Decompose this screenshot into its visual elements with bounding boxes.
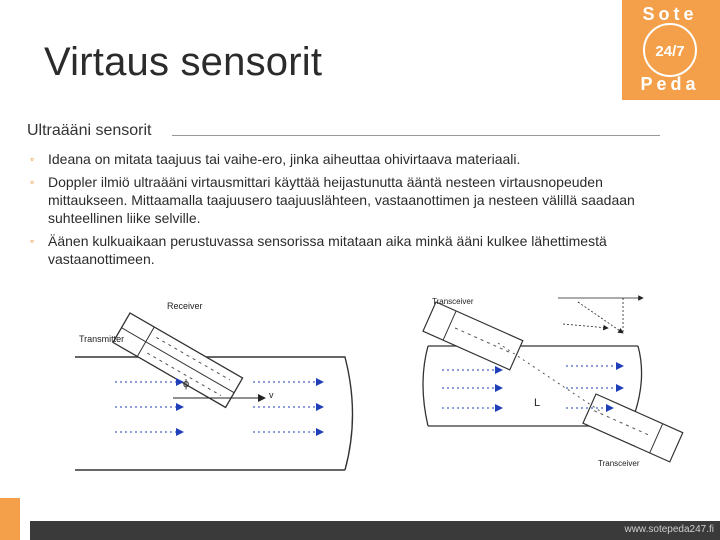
section-subtitle: Ultraääni sensorit: [27, 122, 152, 139]
sensor-block: [113, 313, 243, 407]
bullet-item: [30, 173, 650, 227]
receiver-label: Receiver: [167, 301, 203, 311]
bullet-marker: ◦: [30, 234, 35, 248]
bullet-text: Ideana on mitata taajuus tai vaihe-ero, jinka aiheuttaa ohivirtaava materiaali.: [48, 151, 521, 167]
top-transceiver: [423, 302, 523, 370]
bullet-marker: ◦: [30, 175, 35, 189]
transceiver-top-label: Transceiver: [432, 297, 474, 306]
bullet-text: Äänen kulkuaikaan perustuvassa sensorissa mitataan aika minkä ääni kulkee lähettimestä vastaanottimeen.: [48, 233, 607, 267]
doppler-diagram: [75, 295, 360, 475]
footer-bar: [30, 521, 720, 540]
logo-graphic: [622, 0, 720, 100]
bullet-text: Doppler ilmiö ultraääni virtausmittari käyttää heijastunutta ääntä nesteen virtausnopeuden mittaukseen. Mittaamalla taajuusero taajuuslähteen, vastaanottimen ja nesteen välillä saadaan suhteellinen liike selville.: [48, 174, 635, 226]
bullet-list: [30, 150, 650, 273]
accent-bar: [0, 498, 20, 540]
vector-diagram: [558, 298, 643, 333]
transceiver-bottom-label: Transceiver: [598, 459, 640, 468]
transit-time-diagram: [418, 288, 708, 470]
subtitle-divider: [172, 135, 660, 136]
bullet-item: [30, 232, 650, 268]
bullet-marker: ◦: [30, 152, 35, 166]
bottom-transceiver: [583, 394, 683, 462]
footer-url: www.sotepeda247.fi: [624, 524, 714, 535]
length-label: L: [534, 397, 541, 409]
logo-bottom-text: Peda: [640, 74, 700, 94]
bullet-item: [30, 150, 650, 168]
transmitter-label: Transmitter: [79, 334, 125, 344]
slide-title: Virtaus sensorit: [44, 40, 323, 84]
phi-label: ϕ: [183, 378, 190, 390]
logo-middle-text: 24/7: [655, 43, 685, 60]
logo-badge: [622, 0, 720, 100]
logo-top-text: Sote: [642, 4, 698, 24]
velocity-label: v: [269, 390, 274, 400]
